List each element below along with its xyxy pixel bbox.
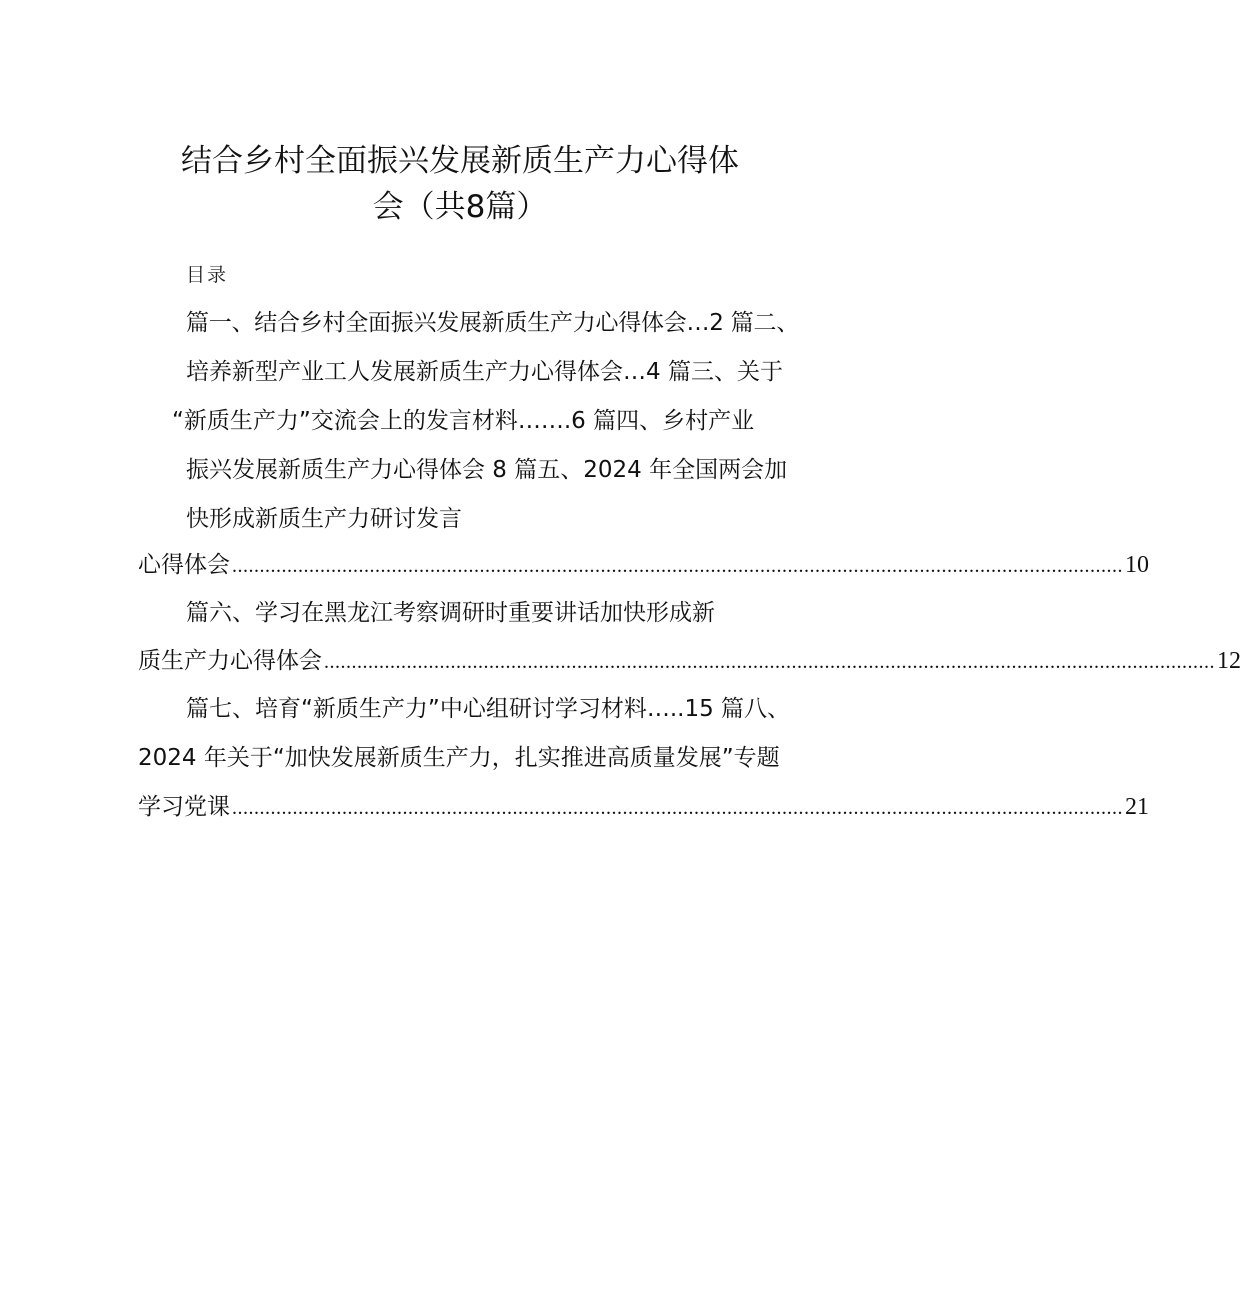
toc-page-number: 12 — [1217, 648, 1241, 674]
dot-leader: .................................................................................................................................................................. — [324, 651, 1215, 673]
toc-entry-6-line-1: 篇六、学习在黑龙江考察调研时重要讲话加快形成新 — [186, 600, 715, 626]
toc-line-5: 快形成新质生产力研讨发言 — [186, 506, 462, 532]
toc-entry-text: 学习党课 — [138, 794, 230, 820]
toc-line-4: 振兴发展新质生产力心得体会 8 篇五、2024 年全国两会加 — [186, 457, 788, 483]
toc-page-number: 21 — [1125, 794, 1149, 820]
toc-line-2: 培养新型产业工人发展新质生产力心得体会…4 篇三、关于 — [186, 359, 783, 385]
toc-entry-text: 质生产力心得体会 — [138, 648, 322, 674]
toc-entry-5-tail — [138, 550, 1149, 581]
toc-entry-8-line-2: 2024 年关于“加快发展新质生产力，扎实推进高质量发展”专题 — [138, 745, 780, 771]
title-line-2: 会（共8篇） — [372, 189, 548, 225]
toc-entry-6-tail — [138, 646, 1241, 677]
toc-entry-text: 心得体会 — [138, 552, 230, 578]
toc-page-number: 10 — [1125, 552, 1149, 578]
document-title — [0, 138, 920, 230]
toc-heading: 目录 — [186, 264, 229, 286]
toc-entry-8-tail — [138, 792, 1149, 823]
toc-line-1: 篇一、结合乡村全面振兴发展新质生产力心得体会…2 篇二、 — [186, 310, 799, 336]
title-line-1: 结合乡村全面振兴发展新质生产力心得体 — [181, 143, 739, 179]
dot-leader: .................................................................................................................................................................. — [232, 555, 1123, 577]
dot-leader: .................................................................................................................................................................. — [232, 797, 1123, 819]
toc-line-3: “新质生产力”交流会上的发言材料…….6 篇四、乡村产业 — [172, 408, 755, 434]
toc-entry-7-line-1: 篇七、培育“新质生产力”中心组研讨学习材料…..15 篇八、 — [186, 696, 791, 722]
